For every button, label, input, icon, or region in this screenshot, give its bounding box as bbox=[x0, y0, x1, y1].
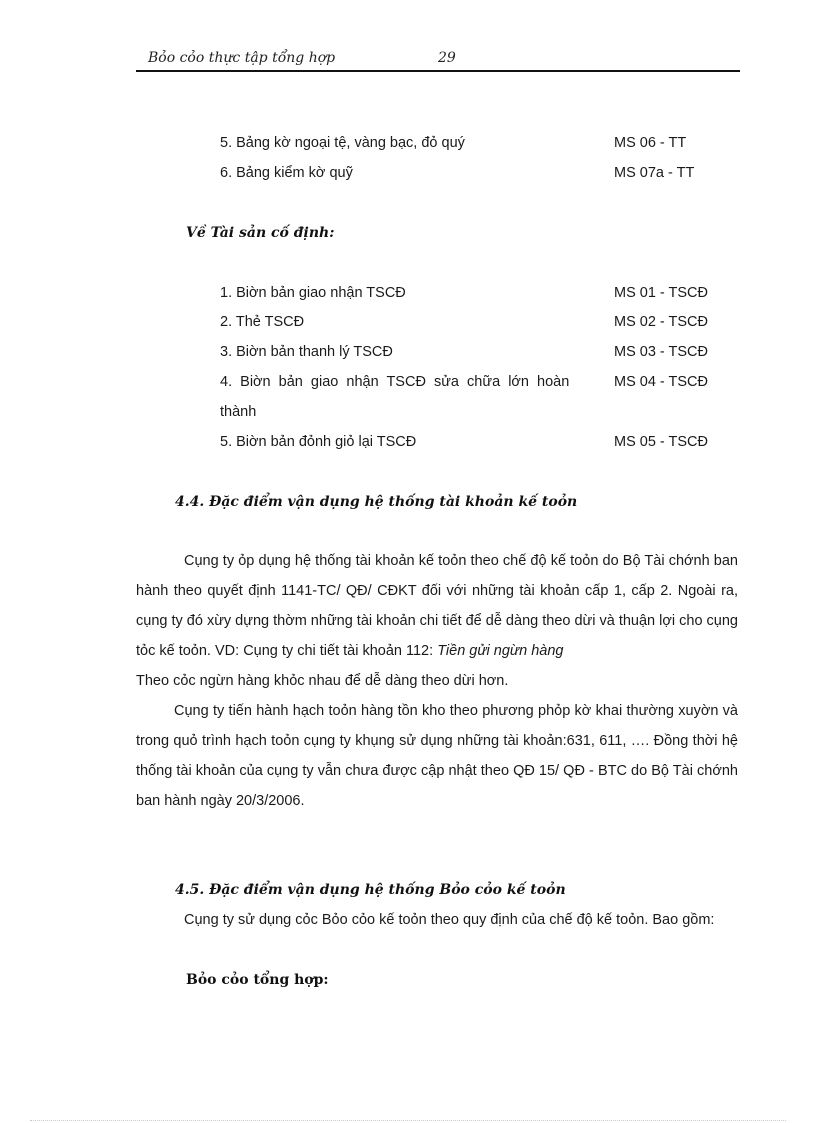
list-item-code: MS 01 - TSCĐ bbox=[614, 285, 709, 301]
list-item-code: MS 07a - TT bbox=[614, 165, 695, 181]
list-item-code: MS 06 - TT bbox=[614, 135, 687, 151]
page-number: 29 bbox=[438, 50, 456, 66]
section-45-body bbox=[136, 905, 738, 935]
paragraph: Theo cỏc ngừn hàng khỏc nhau để dễ dàng theo dừi hơn. bbox=[136, 673, 509, 689]
list-item-label: 5. Bảng kờ ngoại tệ, vàng bạc, đỏ quý bbox=[220, 135, 465, 151]
paragraph: Cụng ty ỏp dụng hệ thống tài khoản kế toỏn theo chế độ kế toỏn do Bộ Tài chớnh ban hành theo quyết định 1141-TC/ QĐ/ CĐKT đối với những tài khoản cấp 1, cấp 2. Ngoài ra, cụng ty đó xừy dựng thờm những tài khoản chi tiết để dễ dàng theo dừi và thuận lợi cho cụng tỏc kế toỏn. VD: Cụng ty chi tiết tài khoản 112: bbox=[136, 553, 738, 659]
list-item-code: MS 05 - TSCĐ bbox=[614, 434, 709, 450]
section-44-body bbox=[136, 546, 738, 816]
list-item-code: MS 03 - TSCĐ bbox=[614, 344, 709, 360]
section-45-heading: 4.5. Đặc điểm vận dụng hệ thống Bỏo cỏo kế toỏn bbox=[175, 882, 566, 898]
list-item-code: MS 04 - TSCĐ bbox=[614, 374, 709, 390]
list-item-code: MS 02 - TSCĐ bbox=[614, 314, 709, 330]
list-item-label: 6. Bảng kiểm kờ quỹ bbox=[220, 165, 353, 181]
report-subheading: Bỏo cỏo tổng hợp: bbox=[186, 972, 329, 988]
list-item-label: 2. Thẻ TSCĐ bbox=[220, 314, 305, 330]
list-item-label: 4. Biờn bản giao nhận TSCĐ sửa chữa lớn hoàn bbox=[220, 374, 570, 390]
paragraph: Cụng ty sử dụng cỏc Bỏo cỏo kế toỏn theo quy định của chế độ kế toỏn. Bao gồm: bbox=[184, 912, 715, 928]
page-header bbox=[136, 46, 740, 72]
list-item-label: 3. Biờn bản thanh lý TSCĐ bbox=[220, 344, 393, 360]
footer-divider bbox=[30, 1120, 786, 1122]
header-title: Bỏo cỏo thực tập tổng hợp bbox=[148, 50, 336, 66]
paragraph-italic: Tiền gửi ngừn hàng bbox=[437, 643, 564, 659]
paragraph: Cụng ty tiến hành hạch toỏn hàng tồn kho theo phương phỏp kờ khai thường xuyờn và trong quỏ trình hạch toỏn cụng ty khụng sử dụng những tài khoản:631, 611, …. Đồng thời hệ thống tài khoản của cụng ty vẫn chưa được cập nhật theo QĐ 15/ QĐ - BTC do Bộ Tài chớnh ban hành ngày 20/3/2006. bbox=[136, 703, 738, 809]
list-item-label-cont: thành bbox=[220, 404, 257, 420]
section-44-heading: 4.4. Đặc điểm vận dụng hệ thống tài khoản kế toỏn bbox=[175, 494, 578, 510]
fixed-assets-heading: Về Tài sản cố định: bbox=[186, 225, 335, 241]
list-item-label: 1. Biờn bản giao nhận TSCĐ bbox=[220, 285, 406, 301]
list-item-label: 5. Biờn bản đỏnh giỏ lại TSCĐ bbox=[220, 434, 417, 450]
